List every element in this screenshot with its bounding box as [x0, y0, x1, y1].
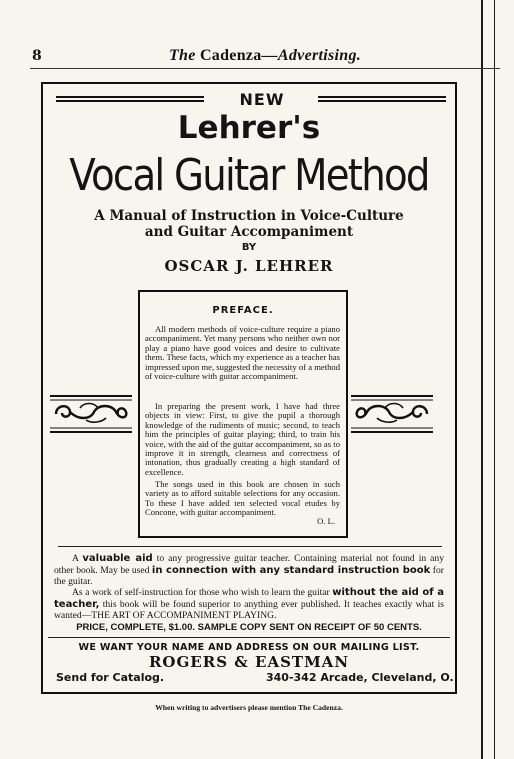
new-banner: [56, 90, 446, 109]
scroll-ornament-right-icon: [351, 390, 433, 438]
price-line: PRICE, COMPLETE, $1.00. SAMPLE COPY SENT ON RECEIPT OF 50 CENTS.: [76, 622, 422, 633]
running-title-the: The: [168, 47, 196, 64]
running-title-name: Cadenza: [199, 47, 262, 64]
header-rule: [30, 68, 500, 69]
banner-rule-right: [318, 96, 446, 102]
preface-paragraph-text: All modern methods of voice-culture require a piano accompaniment. Yet many persons who neither own nor play a piano have good voices and desire to cultivate them. These facts, which my experience as a teacher has impressed upon me, suggested the necessity of a method of voice-culture with guitar accompaniment.: [145, 324, 340, 382]
running-title: [30, 47, 500, 65]
preface-signoff: O. L.: [317, 516, 335, 526]
binding-edge-line: [494, 0, 495, 759]
mailing-rule: [48, 637, 450, 638]
emphasis-valuable-aid: valuable aid: [82, 553, 153, 564]
page-header: [30, 46, 500, 68]
scroll-ornament-left-icon: [50, 390, 132, 438]
preface-paragraph-text: The songs used in this book are chosen in such variety as to afford suitable selections for any occasion. To these I have added ten selected vocal etudes by Concone, with guitar accompaniment.: [145, 479, 340, 518]
subtitle-line-1: A Manual of Instruction in Voice-Culture: [94, 208, 404, 224]
text-run: to any progressive guitar teacher. Containing material not found in any other book. May be used: [54, 553, 444, 576]
preface-paragraph-3: [145, 480, 340, 518]
mailing-list-line: WE WANT YOUR NAME AND ADDRESS ON OUR MAILING LIST.: [78, 642, 420, 653]
emphasis-instruction-book: in connection with any standard instruction book: [151, 564, 431, 576]
preface-paragraph-text: In preparing the present work, I have had three objects in view: First, to give the pupil a thorough knowledge of the rudiments of music; second, to teach him the principles of guitar playing; third, to train his voice, with the aid of the guitar accompaniment, so as to improve it in strength, clearness and correctness of intonation, thus gradually creating a high standard of excellence.: [145, 401, 340, 477]
preface-paragraph-2: [145, 402, 340, 477]
book-title-line-2: Vocal Guitar Method: [69, 150, 429, 201]
publisher-name: ROGERS & EASTMAN: [148, 653, 350, 671]
description-paragraph-2: [54, 587, 444, 622]
page-footer: When writing to advertisers please mention The Cadenza.: [155, 703, 343, 712]
preface-paragraph-1: [145, 325, 340, 381]
preface-heading: PREFACE.: [212, 305, 274, 316]
binding-edge-line: [481, 0, 483, 759]
text-run: A: [72, 553, 83, 564]
publisher-address: 340-342 Arcade, Cleveland, O.: [266, 671, 454, 684]
text-run: As a work of self-instruction for those who wish to learn the guitar: [72, 587, 333, 598]
catalog-line: Send for Catalog.: [56, 671, 165, 684]
banner-rule-left: [56, 96, 204, 102]
subtitle-line-2: and Guitar Accompaniment: [144, 224, 354, 240]
book-title-line-1: Lehrer's: [177, 110, 321, 146]
page-number: 8: [32, 48, 42, 64]
author-name: OSCAR J. LEHRER: [164, 257, 334, 275]
description-paragraph-1: [54, 553, 444, 588]
running-title-section: —Advertising.: [261, 47, 362, 64]
book-subtitle: [41, 208, 457, 240]
text-run: for the guitar.: [54, 564, 444, 588]
emphasis-without-teacher: without the aid of a teacher,: [54, 587, 444, 610]
text-run: this book will be found superior to anything ever published. It teaches exactly what is wanted—THE ART OF ACCOMPANIMENT PLAYING.: [54, 598, 444, 622]
new-label: NEW: [239, 90, 285, 109]
section-divider: [58, 546, 442, 547]
by-label: BY: [241, 242, 257, 253]
